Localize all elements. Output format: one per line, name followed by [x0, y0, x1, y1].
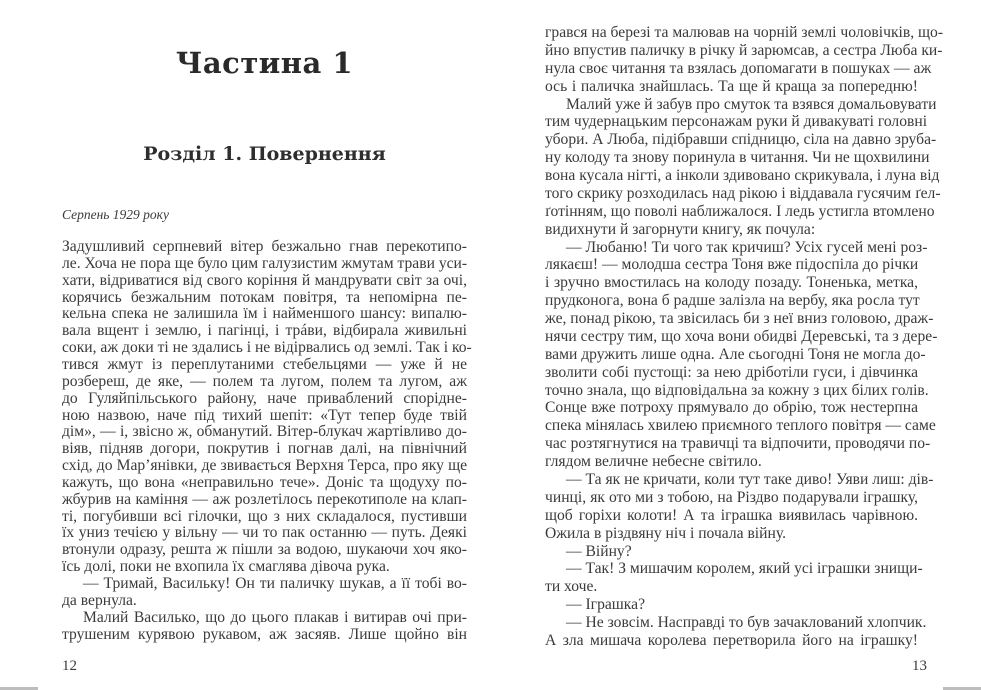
- text-line: хати, відриватися від свого коріння й мандрувати світ за очі,: [62, 271, 467, 289]
- text-line: вами дружить лише одна. Але сьогодні Тоня не могла до-: [545, 345, 926, 363]
- page-number-right: 13: [912, 658, 927, 674]
- text-line: схід, до Мар’янівки, де звивається Верхня Терса, про яку ще: [62, 457, 467, 475]
- text-line: нячи сестру тим, що хоча вони обидві Деревські, та з дере-: [545, 327, 938, 345]
- text-line: видихнути й загорнути книгу, як почула:: [545, 220, 816, 238]
- part-title: Частина 1: [175, 46, 354, 80]
- text-line: щоб горіхи колоти! А та іграшка виявилась чарівною.: [545, 506, 918, 524]
- right-page: [490, 0, 981, 690]
- text-line: корячись безжальним потокам повітря, та непомірна пе-: [62, 288, 467, 306]
- chapter-date: Серпень 1929 року: [62, 207, 169, 222]
- text-line: вона кусала нігті, а інколи здивовано скрикувала, і луна від: [545, 167, 940, 185]
- text-line: убори. А Люба, підібравши спідницю, сіла на давно зруба-: [545, 131, 937, 149]
- page-number-left: 12: [62, 658, 77, 674]
- text-line: кажуть, що вона «неправильно тече». Доніс та щодуху по-: [62, 473, 467, 491]
- text-line: кельна спека не залишила їм і найменшого шансу: випалю-: [62, 305, 467, 323]
- text-line: соки, аж доки ті не здались і не відірвались од землі. Так і ко-: [62, 339, 472, 357]
- text-line: час розтягнутися на травичці та відпочити, проводячи по-: [545, 435, 931, 453]
- text-line: йно впустив паличку в річку й зарюмсав, а сестра Люба ки-: [545, 41, 943, 59]
- left-page: [0, 0, 490, 690]
- text-line: чинці, як ото ми з тобою, на Різдво подарували іграшку,: [545, 488, 918, 506]
- text-line: того скрику розходилась над рікою і віддавала гусячим ґел-: [545, 184, 941, 202]
- text-line: — Війну?: [566, 542, 632, 560]
- text-line: спека мінялась хвилею приємного теплого повітря — саме: [545, 417, 936, 435]
- text-line: до Гуляйпільського району, наче приваблений споріднe-: [62, 389, 467, 407]
- text-line: вала вщент і землю, і пагінці, і трáви, відбирала живильні: [62, 322, 467, 340]
- text-line: ґотінням, що поволі наближалося. І ледь устигла втомлено: [545, 202, 935, 220]
- text-line: ну колоду та знову поринула в читання. Чи не щохвилини: [545, 149, 930, 167]
- text-line: їсь долі, поки не вхопила їх смаглява дівоча рука.: [62, 558, 390, 576]
- text-line: Малий уже й забув про смуток та взявся домальовувати: [566, 95, 937, 113]
- text-line: да вернула.: [62, 591, 137, 609]
- text-line: Ожила в різдвяну ніч і почала війну.: [545, 524, 786, 542]
- text-line: розбереш, де яке, — полем та лугом, полем та лугом, аж: [62, 372, 467, 390]
- text-line: ле. Хоча не пора ще було цим галузистим жмутам трави уси-: [62, 254, 468, 272]
- text-line: точно знала, що відповідальна за кожну з цих білих голів.: [545, 381, 929, 399]
- text-line: зволити собі пустощі: за нею дріботіли гуси, і дівчинка: [545, 363, 918, 381]
- text-line: — Тримай, Васильку! Он ти паличку шукав, а її тобі во-: [83, 575, 467, 592]
- text-line: ти хоче.: [545, 578, 598, 596]
- text-line: нула своє читання та взялась допомагати в пошуках — аж: [545, 59, 932, 77]
- text-line: — Не зовсім. Насправді то був зачаклований хлопчик.: [566, 614, 927, 632]
- text-line: Сонце вже потроху прямувало до обрію, тож нестерпна: [545, 399, 918, 417]
- text-line: тився жмут із переплутаними стебельцями — уже й не: [62, 355, 467, 373]
- text-line: прудконога, вона б радше залізла на вербу, яка росла тут: [545, 292, 920, 310]
- text-line: Малий Василько, що до цього плакав і витирав очі при-: [83, 608, 467, 626]
- text-line: Задушливий серпневий вітер безжально гнав перекотипо-: [62, 238, 467, 255]
- text-line: же, понад рікою, та звісилась би з неї вниз головою, драж-: [545, 310, 934, 328]
- text-line: А зла мишача королева перетворила його на іграшку!: [545, 631, 918, 649]
- text-line: — Так! З мишачим королем, який усі іграшки знищи-: [566, 560, 923, 578]
- text-line: грався на березі та малював на чорній землі чоловічків, що-: [545, 24, 944, 41]
- text-line: — Іграшка?: [566, 596, 645, 614]
- text-line: їх униз течією у вільну — чи то пак останню — путь. Деякі: [62, 524, 467, 542]
- text-line: тим чудернацьким персонажам руки й дивакуваті головні: [545, 113, 928, 131]
- text-line: ось і паличка знайшлась. Та ще й краща за попередню!: [545, 77, 918, 95]
- text-line: віяв, підняв догори, покрутив і погнав далі, на північний: [62, 440, 467, 458]
- text-line: глядом величне небесне світило.: [545, 453, 762, 471]
- text-line: і зручно вмостилась на колоду позаду. Тоненька, метка,: [545, 274, 918, 292]
- text-line: дім», — і, звісно ж, обманутий. Вітер-блукач жартівливо до-: [62, 423, 467, 441]
- text-line: лякаєш! — молодша сестра Тоня вже підоспіла до річки: [545, 256, 919, 274]
- text-line: ті, погубивши всі гілочки, що з них складалося, пустивши: [62, 507, 467, 525]
- text-line: — Любаню! Ти чого так кричиш? Усіх гусей мені роз-: [566, 238, 928, 256]
- text-line: ною назвою, наче під тихий шепіт: «Тут тепер буде твій: [62, 406, 467, 424]
- text-line: трушеним курявою рукавом, аж засяяв. Лише щойно він: [62, 625, 467, 643]
- text-line: — Та як не кричати, коли тут таке диво! Уяви лиш: дів-: [566, 471, 934, 488]
- text-line: жбурив на каміння — аж розлетілось перекотиполе на клап-: [62, 490, 467, 508]
- text-line: втонули одразу, решта ж пішли за водою, шукаючи хоч яко-: [62, 541, 467, 559]
- chapter-title: Розділ 1. Повернення: [143, 143, 386, 165]
